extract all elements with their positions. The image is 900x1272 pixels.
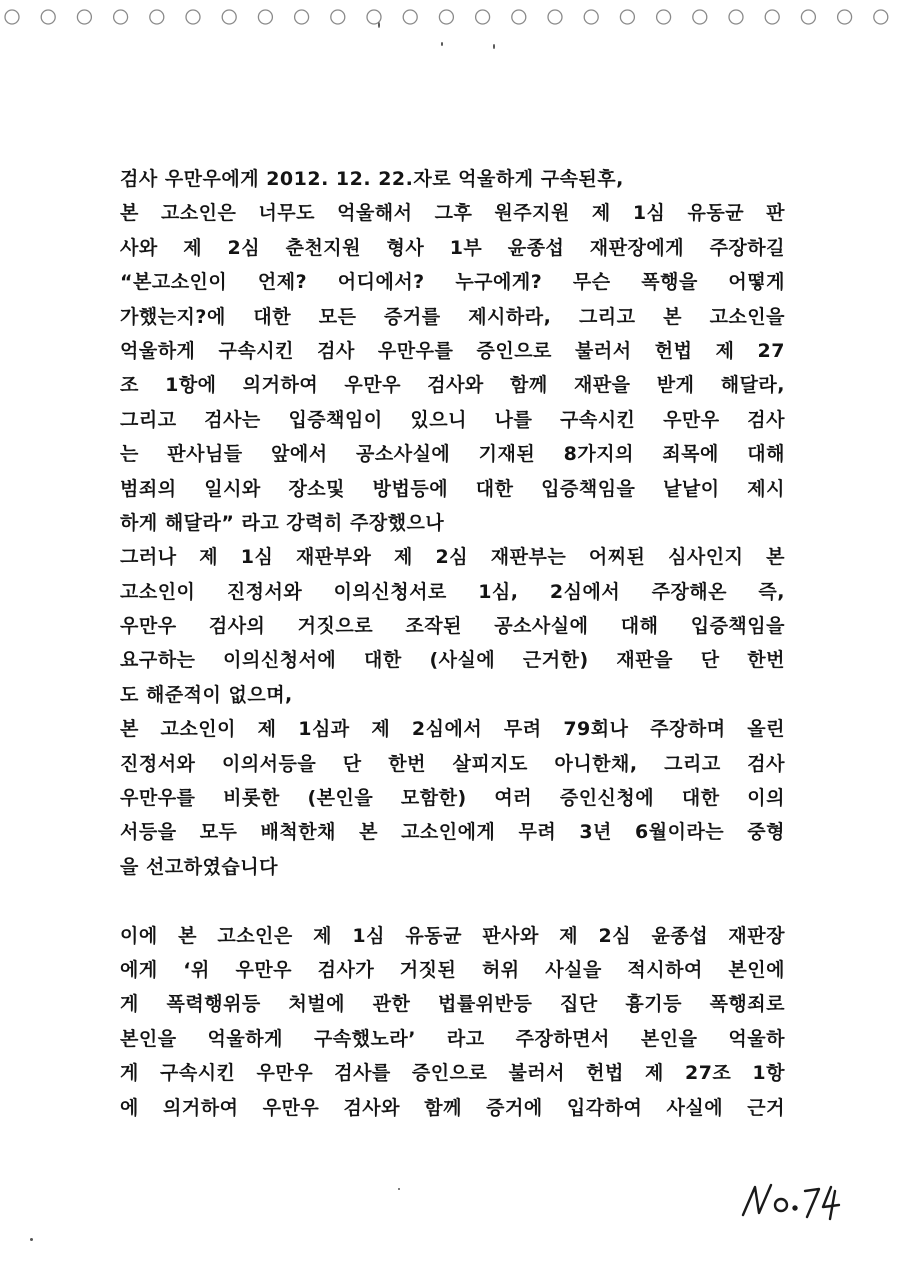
text-line: 본인을 억울하게 구속했노라’ 라고 주장하면서 본인을 억울하 <box>120 1027 785 1050</box>
text-line: 억울하게 구속시킨 검사 우만우를 증인으로 불러서 헌법 제 27 <box>120 339 785 362</box>
text-line: 게 폭력행위등 처벌에 관한 법률위반등 집단 흉기등 폭행죄로 <box>120 993 785 1016</box>
binding-hole <box>5 10 19 24</box>
binding-hole <box>295 10 309 24</box>
scan-speck <box>398 1188 400 1190</box>
paragraph-gap <box>120 884 785 918</box>
scan-speck <box>378 22 380 28</box>
binding-hole <box>114 10 128 24</box>
binding-hole <box>331 10 345 24</box>
text-line: 범죄의 일시와 장소및 방법등에 대한 입증책임을 낱낱이 제시 <box>120 477 785 500</box>
text-line: 그리고 검사는 입증책임이 있으니 나를 구속시킨 우만우 검사 <box>120 408 785 431</box>
binding-hole <box>186 10 200 24</box>
text-line: 요구하는 이의신청서에 대한 (사실에 근거한) 재판을 단 한번 <box>120 649 785 672</box>
binding-hole <box>620 10 634 24</box>
binding-hole <box>512 10 526 24</box>
handwritten-page-number <box>735 1175 875 1225</box>
scan-speck <box>493 44 495 49</box>
binding-hole <box>403 10 417 24</box>
binding-hole <box>729 10 743 24</box>
binding-hole <box>874 10 888 24</box>
text-line: 이에 본 고소인은 제 1심 유동균 판사와 제 2심 윤종섭 재판장 <box>120 924 785 947</box>
binding-holes-graphic <box>0 6 900 30</box>
binding-hole <box>258 10 272 24</box>
text-line: 그러나 제 1심 재판부와 제 2심 재판부는 어찌된 심사인지 본 <box>120 546 785 569</box>
document-body <box>120 162 785 1125</box>
binding-hole <box>439 10 453 24</box>
binding-hole <box>222 10 236 24</box>
binding-hole <box>765 10 779 24</box>
binding-hole <box>77 10 91 24</box>
text-line: 검사 우만우에게 2012. 12. 22.자로 억울하게 구속된후, <box>120 168 624 190</box>
binding-hole <box>584 10 598 24</box>
text-line: 본 고소인이 제 1심과 제 2심에서 무려 79회나 주장하며 올린 <box>120 718 785 741</box>
text-line: 에게 ‘위 우만우 검사가 거짓된 허위 사실을 적시하여 본인에 <box>120 958 785 981</box>
text-line: 가했는지?에 대한 모든 증거를 제시하라, 그리고 본 고소인을 <box>120 305 785 328</box>
handwritten-page-number-graphic <box>735 1175 875 1225</box>
text-line: 조 1항에 의거하여 우만우 검사와 함께 재판을 받게 해달라, <box>120 374 785 397</box>
text-line: “본고소인이 언제? 어디에서? 누구에게? 무슨 폭행을 어떻게 <box>120 271 785 294</box>
text-line: 도 해준적이 없으며, <box>120 683 293 706</box>
binding-hole <box>150 10 164 24</box>
text-line: 을 선고하였습니다 <box>120 855 278 878</box>
text-line: 본 고소인은 너무도 억울해서 그후 원주지원 제 1심 유동균 판 <box>120 202 785 225</box>
binding-hole <box>657 10 671 24</box>
text-line: 우만우를 비롯한 (본인을 모함한) 여러 증인신청에 대한 이의 <box>120 787 785 810</box>
text-line: 고소인이 진정서와 이의신청서로 1심, 2심에서 주장해온 즉, <box>120 580 785 603</box>
binding-hole <box>838 10 852 24</box>
paragraph-1 <box>120 162 785 884</box>
text-line: 게 구속시킨 우만우 검사를 증인으로 불러서 헌법 제 27조 1항 <box>120 1062 785 1085</box>
text-line: 서등을 모두 배척한채 본 고소인에게 무려 3년 6월이라는 중형 <box>120 821 785 844</box>
binding-hole <box>476 10 490 24</box>
binding-hole <box>801 10 815 24</box>
scan-speck <box>30 1238 33 1241</box>
text-line: 진정서와 이의서등을 단 한번 살피지도 아니한채, 그리고 검사 <box>120 752 785 775</box>
binding-holes <box>0 6 900 30</box>
text-line: 하게 해달라” 라고 강력히 주장했으나 <box>120 511 445 534</box>
text-line: 우만우 검사의 거짓으로 조작된 공소사실에 대해 입증책임을 <box>120 615 785 638</box>
binding-hole <box>41 10 55 24</box>
binding-hole <box>548 10 562 24</box>
text-line: 에 의거하여 우만우 검사와 함께 증거에 입각하여 사실에 근거 <box>120 1096 785 1119</box>
paragraph-2 <box>120 919 785 1125</box>
binding-hole <box>693 10 707 24</box>
scan-speck <box>441 42 443 46</box>
text-line: 사와 제 2심 춘천지원 형사 1부 윤종섭 재판장에게 주장하길 <box>120 236 785 259</box>
text-line: 는 판사님들 앞에서 공소사실에 기재된 8가지의 죄목에 대해 <box>120 443 785 466</box>
